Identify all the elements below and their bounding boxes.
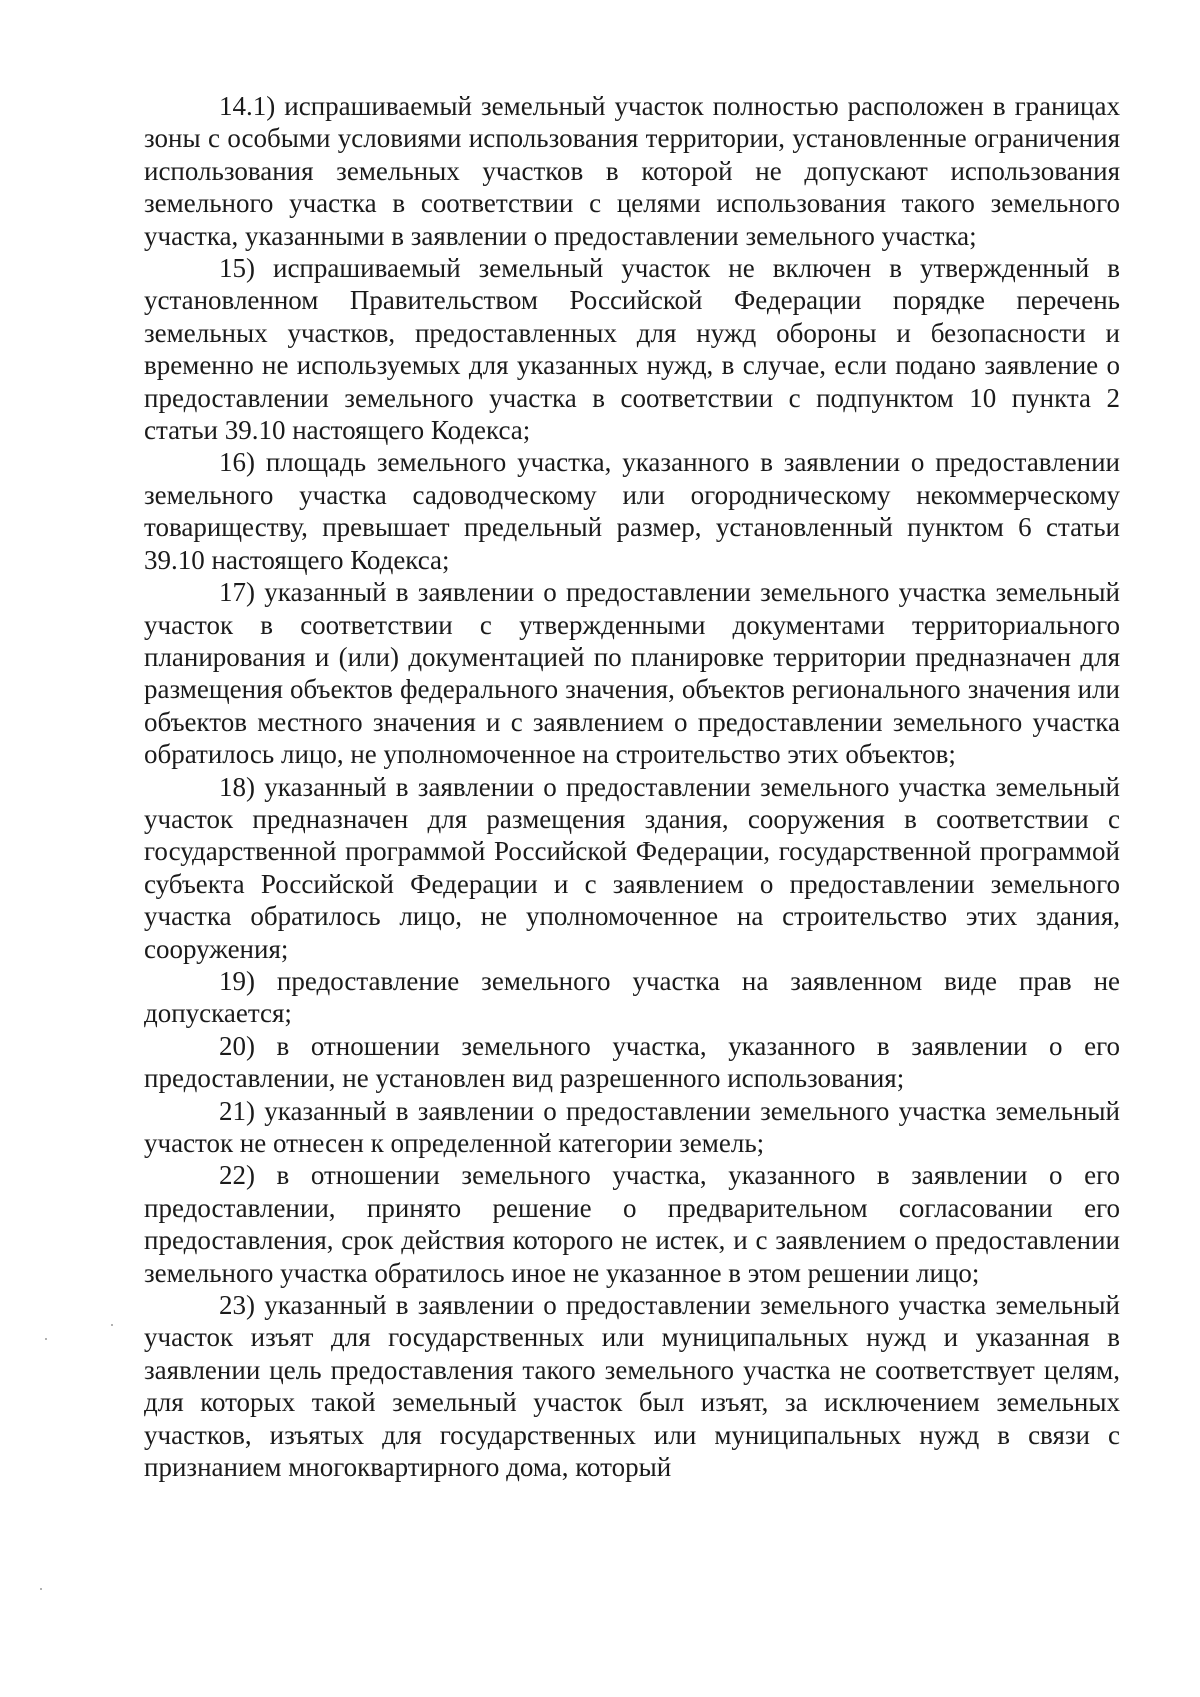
scan-speck	[111, 1324, 113, 1326]
paragraph-14-1: 14.1) испрашиваемый земельный участок полностью расположен в границах зоны с особыми условиями использования территории, установленные ограничения использования земельных участков в которой не допускают использования земельного участка в соответствии с целями использования такого земельного участка, указанными в заявлении о предоставлении земельного участка;	[144, 91, 1120, 251]
paragraph-23: 23) указанный в заявлении о предоставлении земельного участка земельный участок изъят для государственных или муниципальных нужд и указанная в заявлении цель предоставления такого земельного участка не соответствует целям, для которых такой земельный участок был изъят, за исключением земельных участков, изъятых для государственных или муниципальных нужд в связи с признанием многоквартирного дома, который	[144, 1290, 1120, 1483]
paragraph-18: 18) указанный в заявлении о предоставлении земельного участка земельный участок предназначен для размещения здания, сооружения в соответствии с государственной программой Российской Федерации, государственной программой субъекта Российской Федерации и с заявлением о предоставлении земельного участка обратилось лицо, не уполномоченное на строительство этих здания, сооружения;	[144, 771, 1120, 964]
paragraph-16: 16) площадь земельного участка, указанного в заявлении о предоставлении земельного участка садоводческому или огородническому некоммерческому товариществу, превышает предельный размер, установленный пунктом 6 статьи 39.10 настоящего Кодекса;	[144, 447, 1120, 575]
paragraph-20: 20) в отношении земельного участка, указанного в заявлении о его предоставлении, не установлен вид разрешенного использования;	[144, 1030, 1120, 1094]
scan-speck	[45, 1338, 47, 1340]
scan-speck	[40, 1588, 42, 1590]
paragraph-17: 17) указанный в заявлении о предоставлении земельного участка земельный участок в соответствии с утвержденными документами территориального планирования и (или) документацией по планировке территории предназначен для размещения объектов федерального значения, объектов регионального значения или объектов местного значения и с заявлением о предоставлении земельного участка обратилось лицо, не уполномоченное на строительство этих объектов;	[144, 577, 1120, 770]
paragraph-15: 15) испрашиваемый земельный участок не включен в утвержденный в установленном Правительством Российской Федерации порядке перечень земельных участков, предоставленных для нужд обороны и безопасности и временно не используемых для указанных нужд, в случае, если подано заявление о предоставлении земельного участка в соответствии с подпунктом 10 пункта 2 статьи 39.10 настоящего Кодекса;	[144, 253, 1120, 446]
paragraph-21: 21) указанный в заявлении о предоставлении земельного участка земельный участок не отнесен к определенной категории земель;	[144, 1095, 1120, 1158]
paragraph-19: 19) предоставление земельного участка на заявленном виде прав не допускается;	[144, 965, 1120, 1029]
document-body	[144, 90, 1120, 1483]
paragraph-22: 22) в отношении земельного участка, указанного в заявлении о его предоставлении, принято решение о предварительном согласовании его предоставления, срок действия которого не истек, и с заявлением о предоставлении земельного участка обратилось иное не указанное в этом решении лицо;	[144, 1160, 1120, 1288]
